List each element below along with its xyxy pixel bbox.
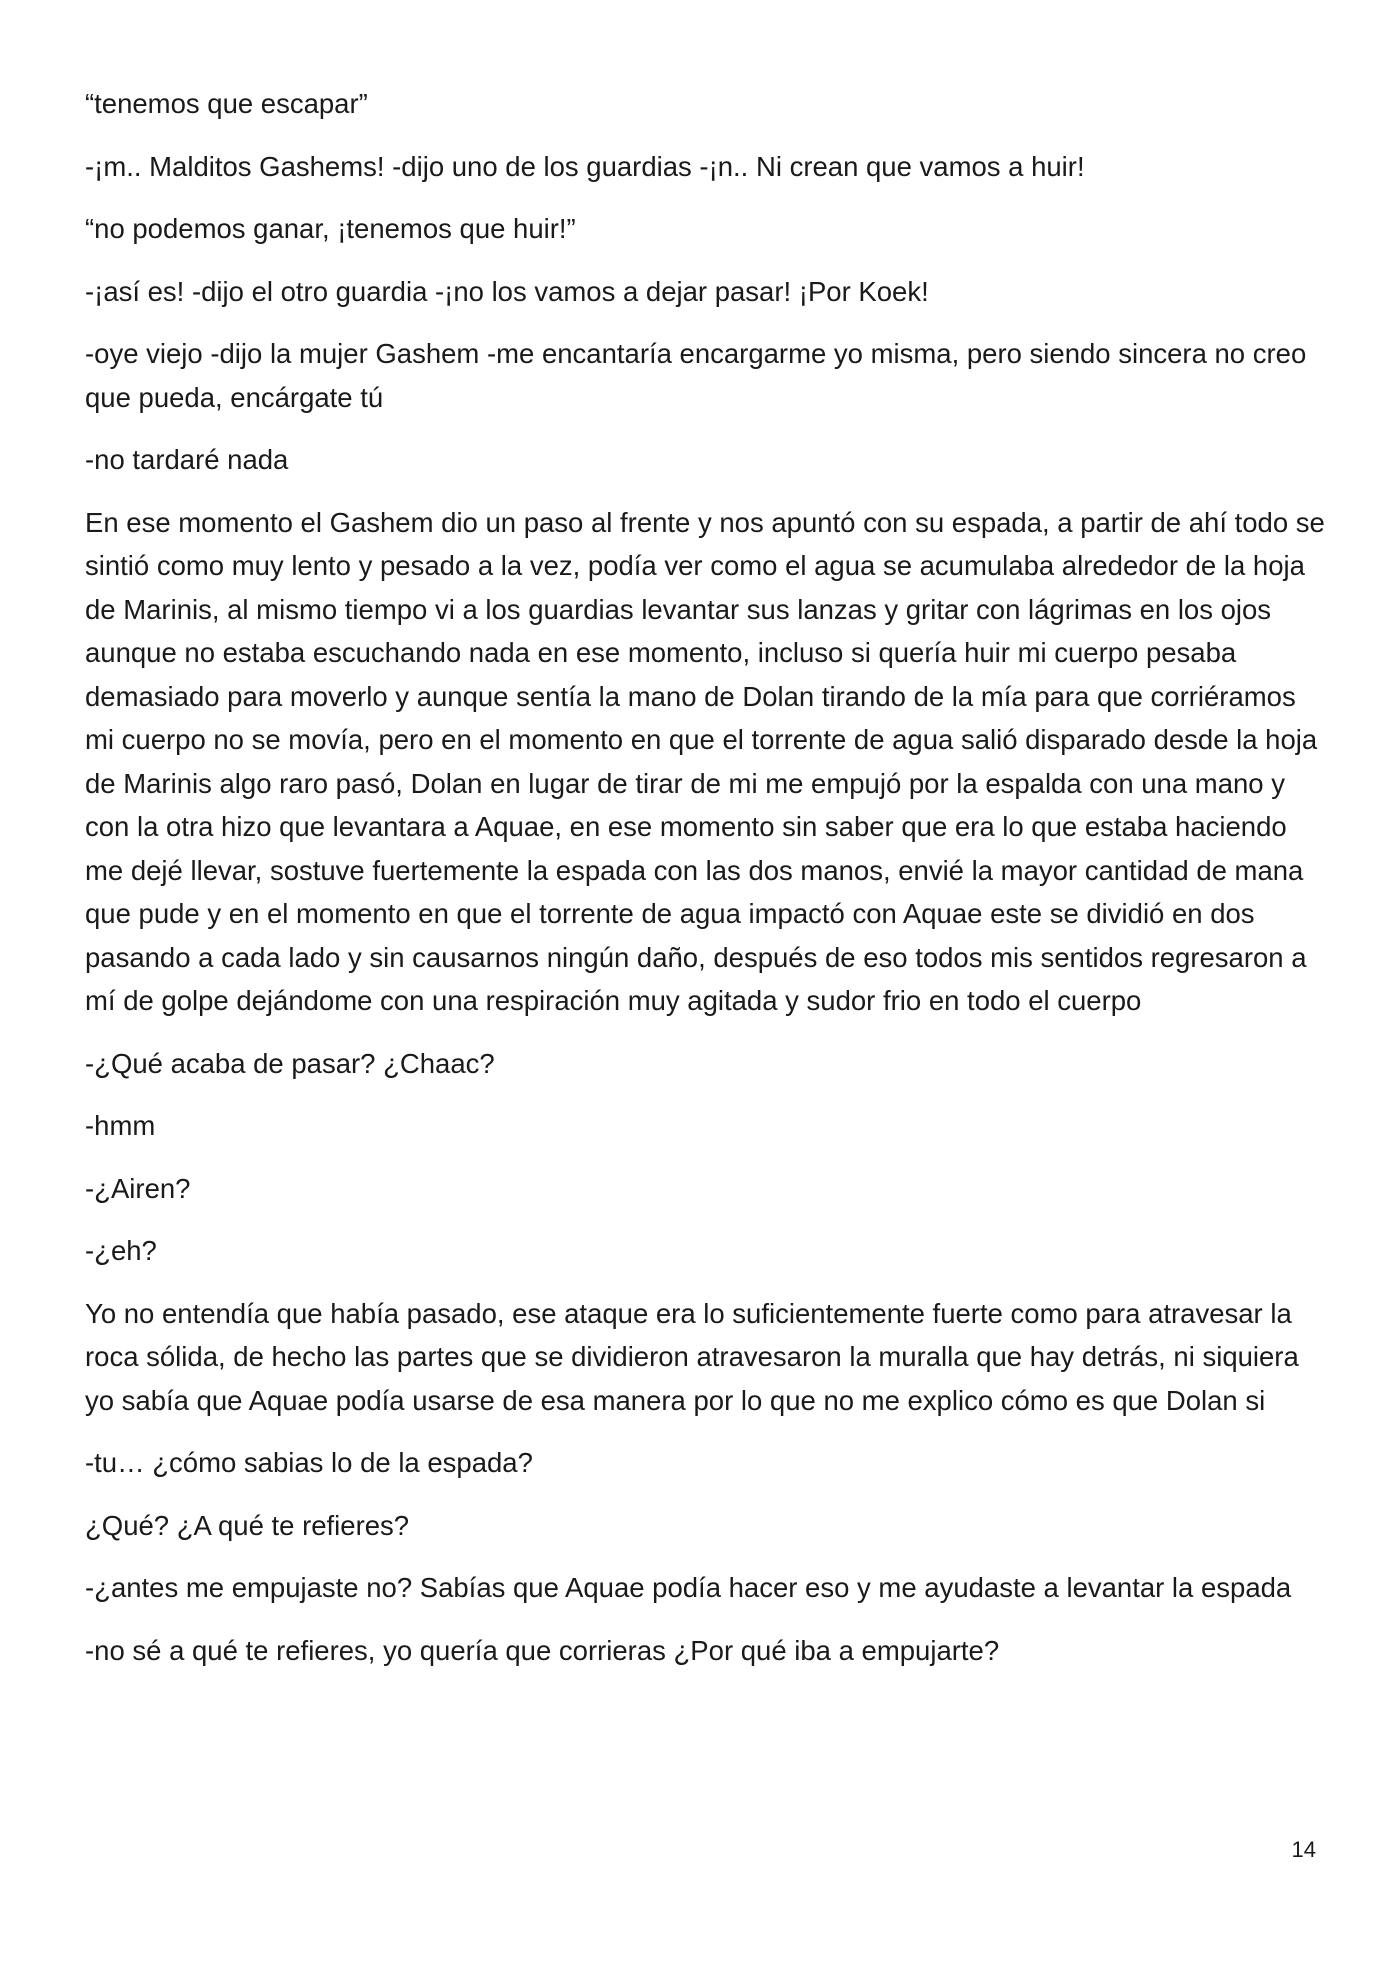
paragraph: -tu… ¿cómo sabias lo de la espada? (85, 1447, 533, 1478)
paragraph: ¿Qué? ¿A qué te refieres? (85, 1509, 410, 1541)
paragraph: “no podemos ganar, ¡tenemos que huir!” (85, 213, 576, 244)
paragraph: -no sé a qué te refieres, yo quería que corrieras ¿Por qué iba a empujarte? (85, 1634, 1000, 1666)
page-body (85, 82, 1325, 1691)
paragraph: -¡m.. Malditos Gashems! -dijo uno de los guardias -¡n.. Ni crean que vamos a huir! (85, 150, 1085, 182)
paragraph: -¿Qué acaba de pasar? ¿Chaac? (85, 1047, 495, 1079)
paragraph: Yo no entendía que había pasado, ese ataque era lo suficientemente fuerte como para atravesar la roca sólida, de hecho las partes que se dividieron atravesaron la muralla que hay detrás, ni siquiera yo sabía que Aquae podía usarse de esa manera por lo que no me explico cómo es que Dolan si (85, 1297, 1299, 1416)
paragraph: -¿eh? (85, 1235, 157, 1266)
paragraph: -oye viejo -dijo la mujer Gashem -me encantaría encargarme yo misma, pero siendo sincera no creo que pueda, encárgate tú (85, 338, 1307, 413)
paragraph: “tenemos que escapar” (85, 88, 368, 119)
paragraph: -¡así es! -dijo el otro guardia -¡no los vamos a dejar pasar! ¡Por Koek! (85, 275, 929, 307)
paragraph: -¿antes me empujaste no? Sabías que Aquae podía hacer eso y me ayudaste a levantar la espada (85, 1572, 1292, 1603)
paragraph: En ese momento el Gashem dio un paso al frente y nos apuntó con su espada, a partir de ahí todo se sintió como muy lento y pesado a la vez, podía ver como el agua se acumulaba alrededor de la hoja de Marinis, al mismo tiempo vi a los guardias levantar sus lanzas y gritar con lágrimas en los ojos aunque no estaba escuchando nada en ese momento, incluso si quería huir mi cuerpo pesaba demasiado para moverlo y aunque sentía la mano de Dolan tirando de la mía para que corriéramos mi cuerpo no se movía, pero en el momento en que el torrente de agua salió disparado desde la hoja de Marinis algo raro pasó, Dolan en lugar de tirar de mi me empujó por la espalda con una mano y con la otra hizo que levantara a Aquae, en ese momento sin saber que era lo que estaba haciendo me dejé llevar, sostuve fuertemente la espada con las dos manos, envié la mayor cantidad de mana que pude y en el momento en que el torrente de agua impactó con Aquae este se dividió en dos pasando a cada lado y sin causarnos ningún daño, después de eso todos mis sentidos regresaron a mí de golpe dejándome con una respiración muy agitada y sudor frio en todo el cuerpo (85, 506, 1325, 1016)
paragraph: -no tardaré nada (85, 444, 289, 475)
page-number: 14 (1291, 1837, 1316, 1862)
paragraph: -¿Airen? (85, 1172, 191, 1204)
paragraph: -hmm (85, 1110, 156, 1141)
